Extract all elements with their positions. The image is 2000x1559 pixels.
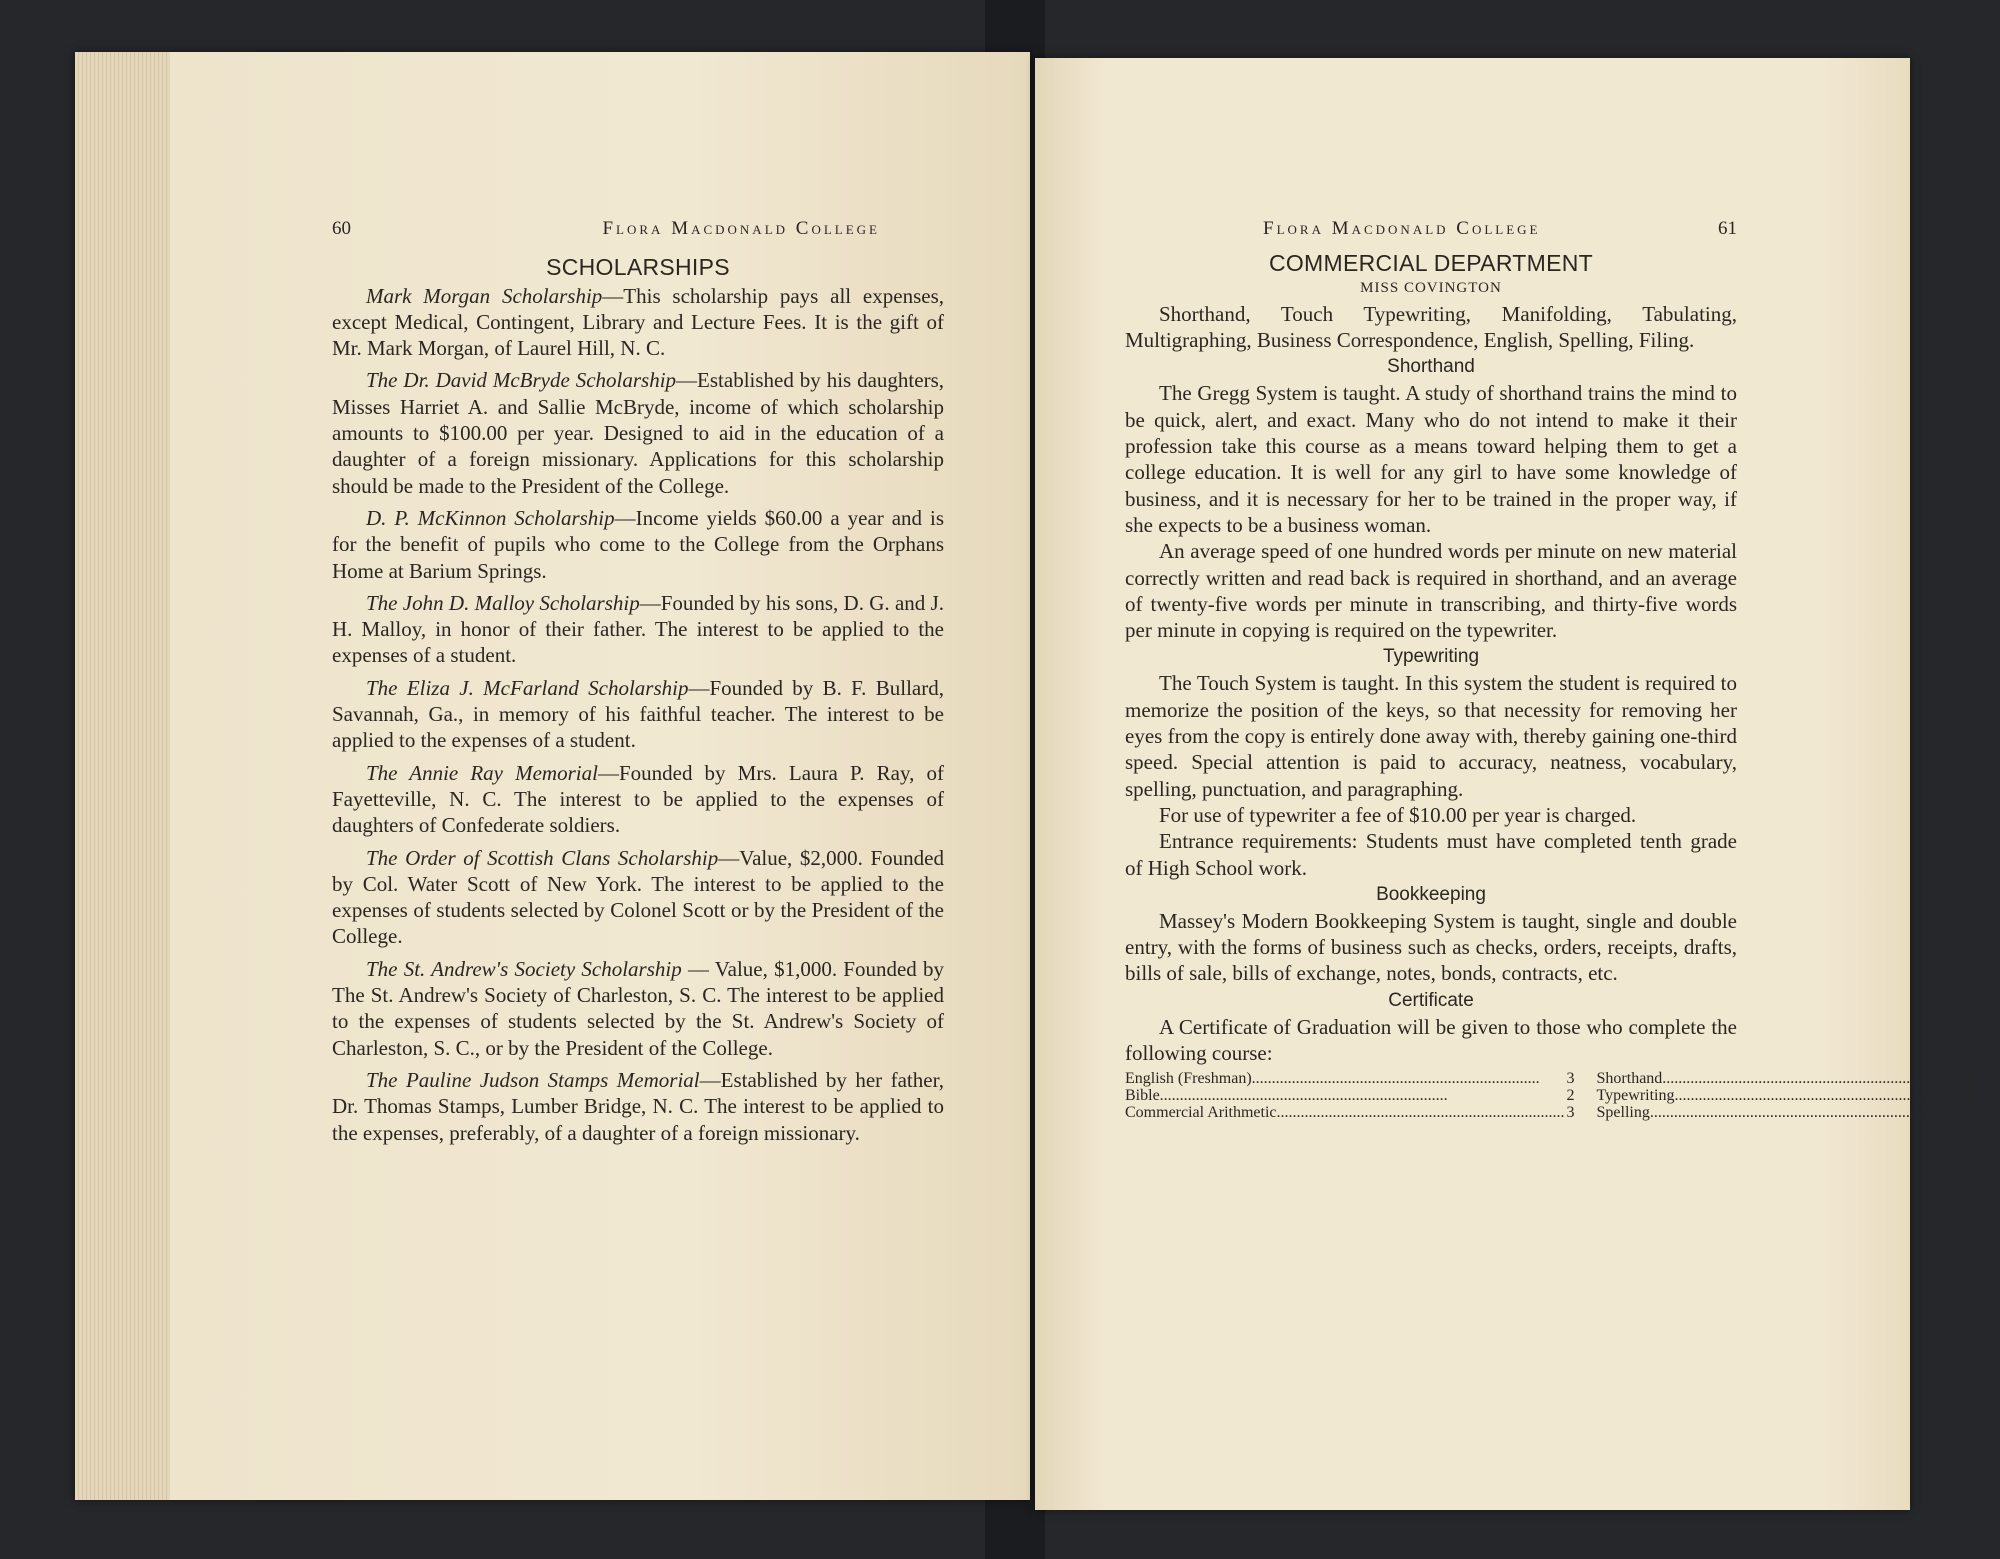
instructor-name: MISS COVINGTON — [1360, 279, 1502, 296]
course-row — [1125, 1070, 1973, 1087]
right-page-text — [1125, 216, 1973, 1122]
intro-paragraph: Shorthand, Touch Typewriting, Manifolding, Tabulating, Multigraphing, Business Correspondence, English, Spelling, Filing. — [1125, 301, 1737, 353]
scholarship-entry — [332, 367, 944, 498]
scholarship-entry — [332, 760, 944, 839]
paragraph: A Certificate of Graduation will be given to those who complete the following course: — [1125, 1014, 1737, 1066]
course-name: Shorthand — [1596, 1070, 1663, 1088]
section-heading: SCHOLARSHIPS — [546, 254, 730, 281]
course-cell — [1125, 1070, 1597, 1087]
paragraph: For use of typewriter a fee of $10.00 per year is charged. — [1159, 802, 1637, 827]
page-number: 61 — [1718, 218, 1737, 239]
course-units: 5 — [1964, 1070, 1973, 1088]
section-heading: COMMERCIAL DEPARTMENT — [1268, 250, 1594, 277]
subsection-heading: Certificate — [1388, 989, 1474, 1011]
scholarship-title: The Pauline Judson Stamps Memorial — [366, 1067, 700, 1092]
course-name: Commercial Arithmetic — [1125, 1104, 1277, 1122]
page-edges — [75, 52, 170, 1500]
course-name: Typewriting — [1596, 1087, 1675, 1105]
scholarship-entry — [332, 590, 944, 669]
paragraph: An average speed of one hundred words per minute on new material correctly written and read back is required in shorthand, and an average of twenty-five words per minute in transcribing, and thirty-five words per minute in copying is required on the typewriter. — [1125, 539, 1737, 643]
scholarship-entry — [332, 283, 944, 362]
leader-dots — [1662, 1070, 1962, 1087]
course-item — [1597, 1070, 1973, 1087]
scholarship-title: The Order of Scottish Clans Scholarship — [366, 845, 719, 870]
course-units: 3 — [1566, 1070, 1575, 1088]
leader-dots — [1160, 1087, 1565, 1104]
course-row — [1125, 1087, 1973, 1104]
subsection-heading: Typewriting — [1382, 646, 1480, 668]
course-units: 3 — [1566, 1104, 1575, 1122]
course-item — [1125, 1070, 1575, 1087]
scholarship-description: —Established by his daughters, Misses Harriet A. and Sallie McBryde, income of which scholarship amounts to $100.00 per year. Designed to aid in the education of a daughter of a foreign missionary. Applications for this scholarship should be made to the President of the College. — [332, 368, 945, 498]
paragraph: Massey's Modern Bookkeeping System is taught, single and double entry, with the forms of business such as checks, orders, receipts, drafts, bills of sale, bills of exchange, notes, bonds, contracts, etc. — [1125, 908, 1737, 986]
running-header — [332, 216, 944, 242]
course-units — [1963, 1104, 1973, 1121]
department-sections — [1125, 354, 1737, 1066]
leader-dots — [1675, 1087, 1963, 1104]
paragraph: The Gregg System is taught. A study of shorthand trains the mind to be quick, alert, and exact. Many who do not intend to make it their profession take this course as a means toward helping them to get a college education. It is well for any girl to have some knowledge of business, and it is necessary for her to be trained in the proper way, if she expects to be a business woman. — [1125, 381, 1737, 537]
leader-dots — [1252, 1070, 1565, 1087]
course-units: 5 — [1964, 1087, 1973, 1105]
course-item — [1125, 1087, 1575, 1104]
course-units: 2 — [1566, 1087, 1575, 1105]
scholarship-description: —Founded by Mrs. Laura P. Ray, of Fayetteville, N. C. The interest to be applied to the expenses of daughters of Confederate soldiers. — [332, 760, 945, 838]
course-item — [1597, 1104, 1973, 1121]
scholarship-entry — [332, 675, 944, 754]
running-header — [1125, 216, 1737, 242]
course-name: Bible — [1125, 1087, 1160, 1105]
scholarship-entry — [332, 845, 944, 950]
leader-dots — [1277, 1104, 1565, 1121]
courses — [1125, 1070, 1973, 1121]
scholarship-title: The St. Andrew's Society Scholarship — [366, 956, 682, 981]
course-table — [1125, 1070, 1973, 1122]
scholarship-title: The Eliza J. McFarland Scholarship — [366, 675, 689, 700]
course-item — [1125, 1104, 1575, 1121]
running-title: Flora Macdonald College — [1263, 218, 1541, 239]
scholarship-title: Mark Morgan Scholarship — [366, 283, 603, 308]
paragraph: Entrance requirements: Students must have completed tenth grade of High School work. — [1125, 829, 1737, 880]
course-row — [1125, 1104, 1973, 1121]
running-title: Flora Macdonald College — [602, 218, 880, 239]
course-cell — [1597, 1087, 1973, 1104]
course-cell — [1125, 1104, 1597, 1121]
scholarship-description: —This scholarship pays all expenses, except Medical, Contingent, Library and Lecture Fees. It is the gift of Mr. Mark Morgan, of Laurel Hill, N. C. — [332, 283, 944, 361]
scholarship-description: —Established by her father, Dr. Thomas Stamps, Lumber Bridge, N. C. The interest to be applied to the expenses, preferably, of a daughter of a foreign missionary. — [332, 1067, 944, 1145]
scholarship-title: The Dr. David McBryde Scholarship — [366, 368, 677, 393]
scholarship-description: —Founded by his sons, D. G. and J. H. Malloy, in honor of their father. The interest to be applied to the expenses of a student. — [332, 590, 944, 668]
paragraph: The Touch System is taught. In this system the student is required to memorize the position of the keys, so that necessity for removing her eyes from the copy is entirely done away with, thereby gaining one-third speed. Special attention is paid to accuracy, neatness, vocabulary, spelling, punctuation, and paragraphing. — [1125, 671, 1737, 801]
left-page-text — [332, 216, 944, 1152]
page-number: 60 — [332, 218, 351, 239]
course-name: Spelling — [1596, 1104, 1650, 1122]
course-name: English (Freshman) — [1125, 1070, 1252, 1088]
scholarship-title: D. P. McKinnon Scholarship — [366, 505, 615, 530]
scholarship-description: —Founded by B. F. Bullard, Savannah, Ga., in memory of his faithful teacher. The interest to be applied to the expenses of a student. — [332, 675, 944, 753]
scholarship-description: —Income yields $60.00 a year and is for the benefit of pupils who come to the College from the Orphans Home at Barium Springs. — [332, 505, 944, 583]
scholarship-entry — [332, 956, 944, 1061]
scholarship-title: The Annie Ray Memorial — [366, 760, 598, 785]
scholarship-entry — [332, 505, 944, 584]
leader-dots — [1650, 1104, 1963, 1121]
course-cell — [1597, 1104, 1973, 1121]
course-item — [1597, 1087, 1973, 1104]
subsection-heading: Bookkeeping — [1376, 883, 1486, 905]
scholarship-description: —Value, $2,000. Founded by Col. Water Scott of New York. The interest to be applied to the expenses of students selected by Colonel Scott or by the President of the College. — [332, 845, 944, 949]
course-cell — [1125, 1087, 1597, 1104]
scholarship-title: The John D. Malloy Scholarship — [366, 590, 640, 615]
scholarship-entry — [332, 1067, 944, 1146]
scholarship-list — [332, 283, 944, 1146]
course-cell — [1597, 1070, 1973, 1087]
subsection-heading: Shorthand — [1387, 356, 1475, 378]
scholarship-description: — Value, $1,000. Founded by The St. Andrew's Society of Charleston, S. C. The interest to be applied to the expenses of students selected by the St. Andrew's Society of Charleston, S. C., or by the President of the College. — [332, 956, 945, 1060]
